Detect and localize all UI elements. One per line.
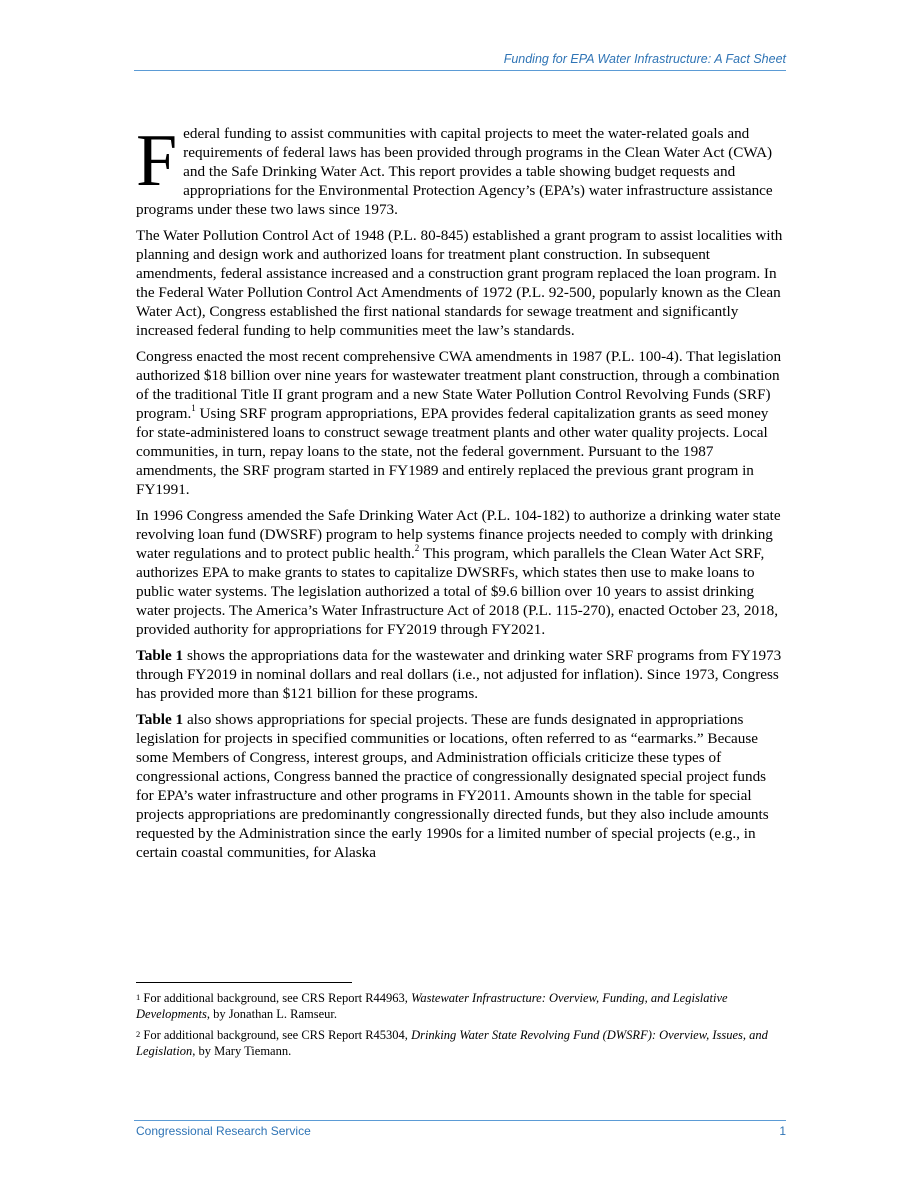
page-number: 1 (779, 1124, 786, 1138)
paragraph-intro-text: ederal funding to assist communities with capital projects to meet the water-related goals and requirements of federal laws has been provided through programs in the Clean Water Act (CWA) and the Safe Drinking Water Act. This report provides a table showing budget requests and appropriations for the Environmental Protection Agency’s (EPA’s) water infrastructure assistance programs under these two laws since 1973. (136, 125, 773, 218)
footnote-report-title[interactable]: Drinking Water State Revolving Fund (DWSRF): Overview, Issues, and Legislation (136, 1028, 768, 1058)
header-rule (134, 70, 786, 71)
table-reference[interactable]: Table 1 (136, 711, 184, 728)
table-reference[interactable]: Table 1 (136, 647, 184, 664)
paragraph-1987-amendments: Congress enacted the most recent comprehensive CWA amendments in 1987 (P.L. 100-4). That legislation authorized $18 billion over nine years for wastewater treatment plant construction, through a combination of the traditional Title II grant program and a new State Water Pollution Control Revolving Funds (SRF) program.$^1$ Using SRF program appropriations, EPA provides federal capitalization grants as seed money for state-administered loans to construct sewage treatment plants and other water quality projects. Local communities, in turn, repay loans to the state, not the federal government. Pursuant to the 1987 amendments, the SRF program started in FY1989 and entirely replaced the previous grant program in FY1991. (136, 348, 782, 498)
paragraph-special-projects: Table 1 also shows appropriations for special projects. These are funds designated in appropriations legislation for projects in specified communities or locations, often referred to as “earmarks.” Because some Members of Congress, interest groups, and Administration officials criticize these types of congressional actions, Congress banned the practice of congressionally designated special project funds for EPA’s water infrastructure and other programs in FY2011. Amounts shown in the table for special projects appropriations are predominantly congressionally directed funds, but they also include amounts requested by the Administration since the early 1990s for a limited number of special projects (e.g., in certain coastal communities, for Alaska (136, 711, 769, 861)
footnote-rule (136, 982, 352, 983)
running-header: Funding for EPA Water Infrastructure: A Fact Sheet (503, 52, 786, 66)
drop-cap: F (136, 120, 178, 202)
footnote-1: $^1$ For additional background, see CRS Report R44963, Wastewater Infrastructure: Overview, Funding, and Legislative Developments, by Jonathan L. Ramseur. (136, 991, 728, 1021)
footnote-report-title[interactable]: Wastewater Infrastructure: Overview, Funding, and Legislative Developments (136, 991, 728, 1021)
footer-publisher: Congressional Research Service (136, 1124, 311, 1138)
footer-rule (134, 1120, 786, 1121)
paragraph-intro (136, 120, 786, 219)
footnotes (136, 991, 786, 1065)
footnote-2: $^2$ For additional background, see CRS Report R45304, Drinking Water State Revolving Fund (DWSRF): Overview, Issues, and Legislation, by Mary Tiemann. (136, 1028, 768, 1058)
body-text (136, 120, 786, 869)
paragraph-1948-act: The Water Pollution Control Act of 1948 (P.L. 80-845) established a grant program to assist localities with planning and design work and authorized loans for treatment plant construction. In subsequent amendments, federal assistance increased and a construction grant program replaced the loan program. In the Federal Water Pollution Control Act Amendments of 1972 (P.L. 92-500, popularly known as the Clean Water Act), Congress established the first national standards for sewage treatment and significantly increased federal funding to help communities meet the law’s standards. (136, 227, 783, 339)
footnote-ref-2[interactable]: 2 (414, 542, 420, 553)
footnote-ref-1[interactable]: 1 (191, 402, 196, 413)
paragraph-1996-sdwa: In 1996 Congress amended the Safe Drinking Water Act (P.L. 104-182) to authorize a drinking water state revolving loan fund (DWSRF) program to help systems finance projects needed to comply with drinking water regulations and to protect public health.$^2$ This program, which parallels the Clean Water Act SRF, authorizes EPA to make grants to states to capitalize DWSRFs, which states then use to make loans to public water systems. The legislation authorized a total of $9.6 billion over 10 years to assist drinking water projects. The America’s Water Infrastructure Act of 2018 (P.L. 115-270), enacted October 23, 2018, provided authority for appropriations for FY2019 through FY2021. (136, 507, 781, 638)
paragraph-table-appropriations: Table 1 shows the appropriations data for the wastewater and drinking water SRF programs from FY1973 through FY2019 in nominal dollars and real dollars (i.e., not adjusted for inflation). Since 1973, Congress has provided more than $121 billion for these programs. (136, 647, 782, 702)
